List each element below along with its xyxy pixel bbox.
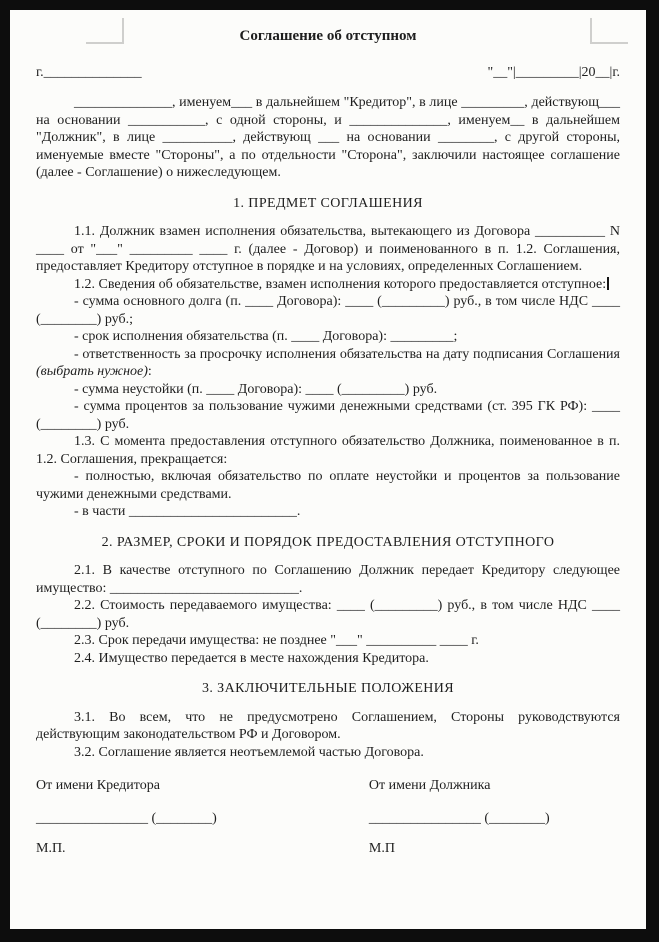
clause-1-2-item-term: - срок исполнения обязательства (п. ____ Договора): _________; <box>74 329 458 344</box>
city-date-row <box>36 64 620 82</box>
document-page <box>10 10 646 929</box>
debtor-signature-title: От имени Должника <box>368 778 491 793</box>
clause-1-2-item-principal: - сумма основного долга (п. ____ Договора): ____ (_________) руб., в том числе НДС ____ (________) руб.; <box>36 294 620 327</box>
clause-1-2-item-penalty: - сумма неустойки (п. ____ Договора): ____ (_________) руб. <box>74 381 438 397</box>
date-blank-line: "__"|_________|20__|г. <box>487 64 620 80</box>
preamble-paragraph: ______________, именуем___ в дальнейшем "Кредитор", в лице _________, действующ___ на основании ___________, с одной стороны, и ______________, именуем__ в дальнейшем "Должник", в лице __________, действующ ___ на основании ________, с другой стороны, именуемые вместе "Стороны", а по отдельности "Сторона", заключили настоящее соглашение (далее - Соглашение) о нижеследующем. <box>36 95 620 180</box>
margin-cropmark-top-right <box>590 18 628 44</box>
signature-column-creditor <box>36 777 369 858</box>
creditor-signature-line: ________________ (________) <box>36 810 217 826</box>
clause-2-2: 2.2. Стоимость передаваемого имущества: ____ (_________) руб., в том числе НДС ____ (________) руб. <box>36 598 620 631</box>
debtor-signature-line: ________________ (________) <box>368 810 550 826</box>
clause-3-1: 3.1. Во всем, что не предусмотрено Соглашением, Стороны руководствуются действующим законодательством РФ и Договором. <box>36 709 620 742</box>
clause-1-3-item-full: - полностью, включая обязательство по оплате неустойки и процентов за пользование чужими денежными средствами. <box>36 469 620 502</box>
responsibility-colon: : <box>147 364 152 379</box>
signature-column-debtor <box>369 777 620 858</box>
city-blank-line: г.______________ <box>36 64 142 80</box>
responsibility-text: - ответственность за просрочку исполнения обязательства на дату подписания Соглашения <box>74 346 620 362</box>
signature-block <box>36 777 620 858</box>
clause-1-2-item-interest: - сумма процентов за пользование чужими денежными средствами (ст. 395 ГК РФ): ____ (________) руб. <box>36 399 620 432</box>
section-2-heading: 2. РАЗМЕР, СРОКИ И ПОРЯДОК ПРЕДОСТАВЛЕНИЯ ОТСТУПНОГО <box>101 534 555 550</box>
clause-1-2-text: 1.2. Сведения об обязательстве, взамен исполнения которого предоставляется отступное: <box>74 276 607 292</box>
clause-2-1: 2.1. В качестве отступного по Соглашению Должник передает Кредитору следующее имущество: ___________________________. <box>36 563 620 596</box>
margin-cropmark-top-left <box>86 18 124 44</box>
clause-1-1: 1.1. Должник взамен исполнения обязательства, вытекающего из Договора __________ N ____ от "___" _________ ____ г. (далее - Договор) и поименованного в п. 1.2. Соглашения, предоставляет Кредитору отступное в порядке и на условиях, определенных Соглашением. <box>36 224 620 274</box>
debtor-seal-label: М.П <box>368 841 395 856</box>
clause-2-3: 2.3. Срок передачи имущества: не позднее "___" __________ ____ г. <box>74 633 479 648</box>
section-3-heading: 3. ЗАКЛЮЧИТЕЛЬНЫЕ ПОЛОЖЕНИЯ <box>201 681 455 696</box>
section-1-heading: 1. ПРЕДМЕТ СОГЛАШЕНИЯ <box>233 195 423 211</box>
creditor-signature-title: От имени Кредитора <box>36 778 160 793</box>
creditor-seal-label: М.П. <box>36 841 66 856</box>
clause-1-2 <box>36 276 620 294</box>
clause-2-4: 2.4. Имущество передается в месте нахождения Кредитора. <box>74 650 429 666</box>
clause-1-3-item-part: - в части ________________________. <box>74 504 301 519</box>
responsibility-note-italic: (выбрать нужное) <box>36 364 148 379</box>
text-cursor <box>607 277 609 290</box>
clause-3-2: 3.2. Соглашение является неотъемлемой частью Договора. <box>74 744 424 760</box>
document-title: Соглашение об отступном <box>239 28 417 44</box>
clause-1-2-item-responsibility <box>36 346 620 381</box>
clause-1-3: 1.3. С момента предоставления отступного обязательство Должника, поименованное в п. 1.2. Соглашения, прекращается: <box>36 434 620 467</box>
